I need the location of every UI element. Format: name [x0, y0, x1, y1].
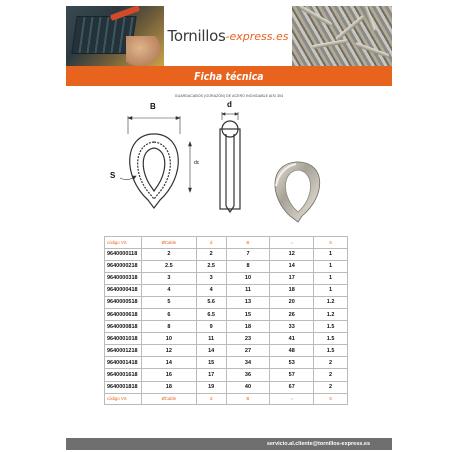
brand-suffix: -express.es — [225, 29, 289, 43]
cell-cable: 3 — [141, 272, 196, 284]
cell-d: 2 — [196, 248, 226, 260]
cell-d: 19 — [196, 381, 226, 393]
dimension-b — [128, 116, 180, 134]
cell-codigo: 9640000618 — [105, 308, 142, 320]
cell-b: 10 — [226, 272, 270, 284]
table-row — [105, 333, 348, 345]
cell-s: 1.2 — [314, 296, 348, 308]
cell-codigo: 9640000518 — [105, 296, 142, 308]
cell-d: 11 — [196, 333, 226, 345]
dimension-dc — [189, 142, 192, 192]
cell-codigo: 9640001218 — [105, 345, 142, 357]
cell-codigo: 9640001618 — [105, 369, 142, 381]
cell-s: 1.5 — [314, 333, 348, 345]
title-banner — [66, 66, 392, 86]
footer-header-codigo: código VS — [105, 393, 142, 405]
table-row — [105, 260, 348, 272]
brand-main: Tornillos — [167, 27, 226, 45]
cell-b: 34 — [226, 357, 270, 369]
cell-codigo: 9640000318 — [105, 272, 142, 284]
header-codigo: código VS — [105, 237, 142, 249]
cell-codigo: 9640001418 — [105, 357, 142, 369]
table-row — [105, 321, 348, 333]
cell-length: 67 — [270, 381, 314, 393]
cell-d: 3 — [196, 272, 226, 284]
cell-codigo: 9640001818 — [105, 381, 142, 393]
cell-cable: 8 — [141, 321, 196, 333]
cell-cable: 2 — [141, 248, 196, 260]
cell-s: 2 — [314, 369, 348, 381]
cell-s: 1.5 — [314, 321, 348, 333]
cell-length: 14 — [270, 260, 314, 272]
cell-s: 2 — [314, 357, 348, 369]
cell-b: 18 — [226, 321, 270, 333]
technical-drawing — [100, 98, 340, 226]
cell-codigo: 9640000818 — [105, 321, 142, 333]
cell-s: 1.5 — [314, 345, 348, 357]
tools-workbench-photo — [66, 6, 164, 66]
cell-s: 1 — [314, 272, 348, 284]
cell-codigo: 9640001018 — [105, 333, 142, 345]
cell-d: 14 — [196, 345, 226, 357]
label-dc: dc — [194, 160, 200, 166]
header-s: S — [314, 237, 348, 249]
header-length: ⇔ — [270, 237, 314, 249]
cell-d: 9 — [196, 321, 226, 333]
cell-b: 40 — [226, 381, 270, 393]
label-d: d — [227, 100, 232, 109]
cell-codigo: 9640000118 — [105, 248, 142, 260]
screws-photo — [292, 6, 392, 66]
cell-cable: 5 — [141, 296, 196, 308]
header-b: B — [226, 237, 270, 249]
table-row — [105, 296, 348, 308]
cell-codigo: 9640000218 — [105, 260, 142, 272]
cell-b: 36 — [226, 369, 270, 381]
cell-b: 8 — [226, 260, 270, 272]
table-row — [105, 248, 348, 260]
cell-length: 20 — [270, 296, 314, 308]
cell-d: 15 — [196, 357, 226, 369]
product-caption: GUARDACABOS (GORAZÓN) DE ACERO INOXIDABLE AISI 304 — [174, 94, 284, 98]
cell-length: 12 — [270, 248, 314, 260]
cell-d: 4 — [196, 284, 226, 296]
footer-header-cable: ØCable — [141, 393, 196, 405]
header-cable: ØCable — [141, 237, 196, 249]
dimension-d — [222, 112, 238, 120]
cell-length: 57 — [270, 369, 314, 381]
cell-cable: 12 — [141, 345, 196, 357]
cell-length: 33 — [270, 321, 314, 333]
cell-s: 1.2 — [314, 308, 348, 320]
cell-b: 23 — [226, 333, 270, 345]
footer-header-d: d — [196, 393, 226, 405]
cell-cable: 10 — [141, 333, 196, 345]
spec-table — [104, 236, 348, 405]
table-footer-row — [105, 393, 348, 405]
footer-header-b: B — [226, 393, 270, 405]
thimble-side-view — [220, 121, 240, 212]
cell-b: 13 — [226, 296, 270, 308]
cell-b: 7 — [226, 248, 270, 260]
cell-cable: 2.5 — [141, 260, 196, 272]
table-row — [105, 345, 348, 357]
cell-d: 5.6 — [196, 296, 226, 308]
cell-d: 17 — [196, 369, 226, 381]
footer-bar — [66, 438, 392, 450]
cell-cable: 14 — [141, 357, 196, 369]
table-row — [105, 284, 348, 296]
cell-cable: 16 — [141, 369, 196, 381]
cell-length: 53 — [270, 357, 314, 369]
cell-b: 27 — [226, 345, 270, 357]
label-s: S — [110, 171, 116, 180]
hand — [126, 36, 160, 66]
brand-logo[interactable] — [164, 6, 292, 66]
cell-cable: 6 — [141, 308, 196, 320]
cell-d: 2.5 — [196, 260, 226, 272]
cell-cable: 18 — [141, 381, 196, 393]
cell-codigo: 9640000418 — [105, 284, 142, 296]
table-header-row — [105, 237, 348, 249]
thimble-photo — [275, 162, 320, 222]
footer-header-length: ⇔ — [270, 393, 314, 405]
cell-s: 1 — [314, 248, 348, 260]
cell-length: 41 — [270, 333, 314, 345]
table-row — [105, 369, 348, 381]
page-title: Ficha técnica — [194, 69, 264, 83]
cell-length: 17 — [270, 272, 314, 284]
table-body — [105, 248, 348, 393]
cell-length: 18 — [270, 284, 314, 296]
header — [66, 6, 392, 66]
thimble-front-view — [130, 134, 179, 208]
cell-cable: 4 — [141, 284, 196, 296]
cell-b: 15 — [226, 308, 270, 320]
footer-header-s: S — [314, 393, 348, 405]
table-row — [105, 272, 348, 284]
cell-d: 6.5 — [196, 308, 226, 320]
thimble-drawing — [100, 98, 340, 226]
cell-s: 1 — [314, 260, 348, 272]
cell-s: 2 — [314, 381, 348, 393]
table-row — [105, 357, 348, 369]
header-d: d — [196, 237, 226, 249]
cell-s: 1 — [314, 284, 348, 296]
table-row — [105, 308, 348, 320]
cell-b: 11 — [226, 284, 270, 296]
contact-email-link[interactable]: servicio.al.cliente@tornillos-express.es — [266, 441, 370, 447]
table-row — [105, 381, 348, 393]
cell-length: 26 — [270, 308, 314, 320]
label-b: B — [150, 102, 156, 111]
cell-length: 48 — [270, 345, 314, 357]
